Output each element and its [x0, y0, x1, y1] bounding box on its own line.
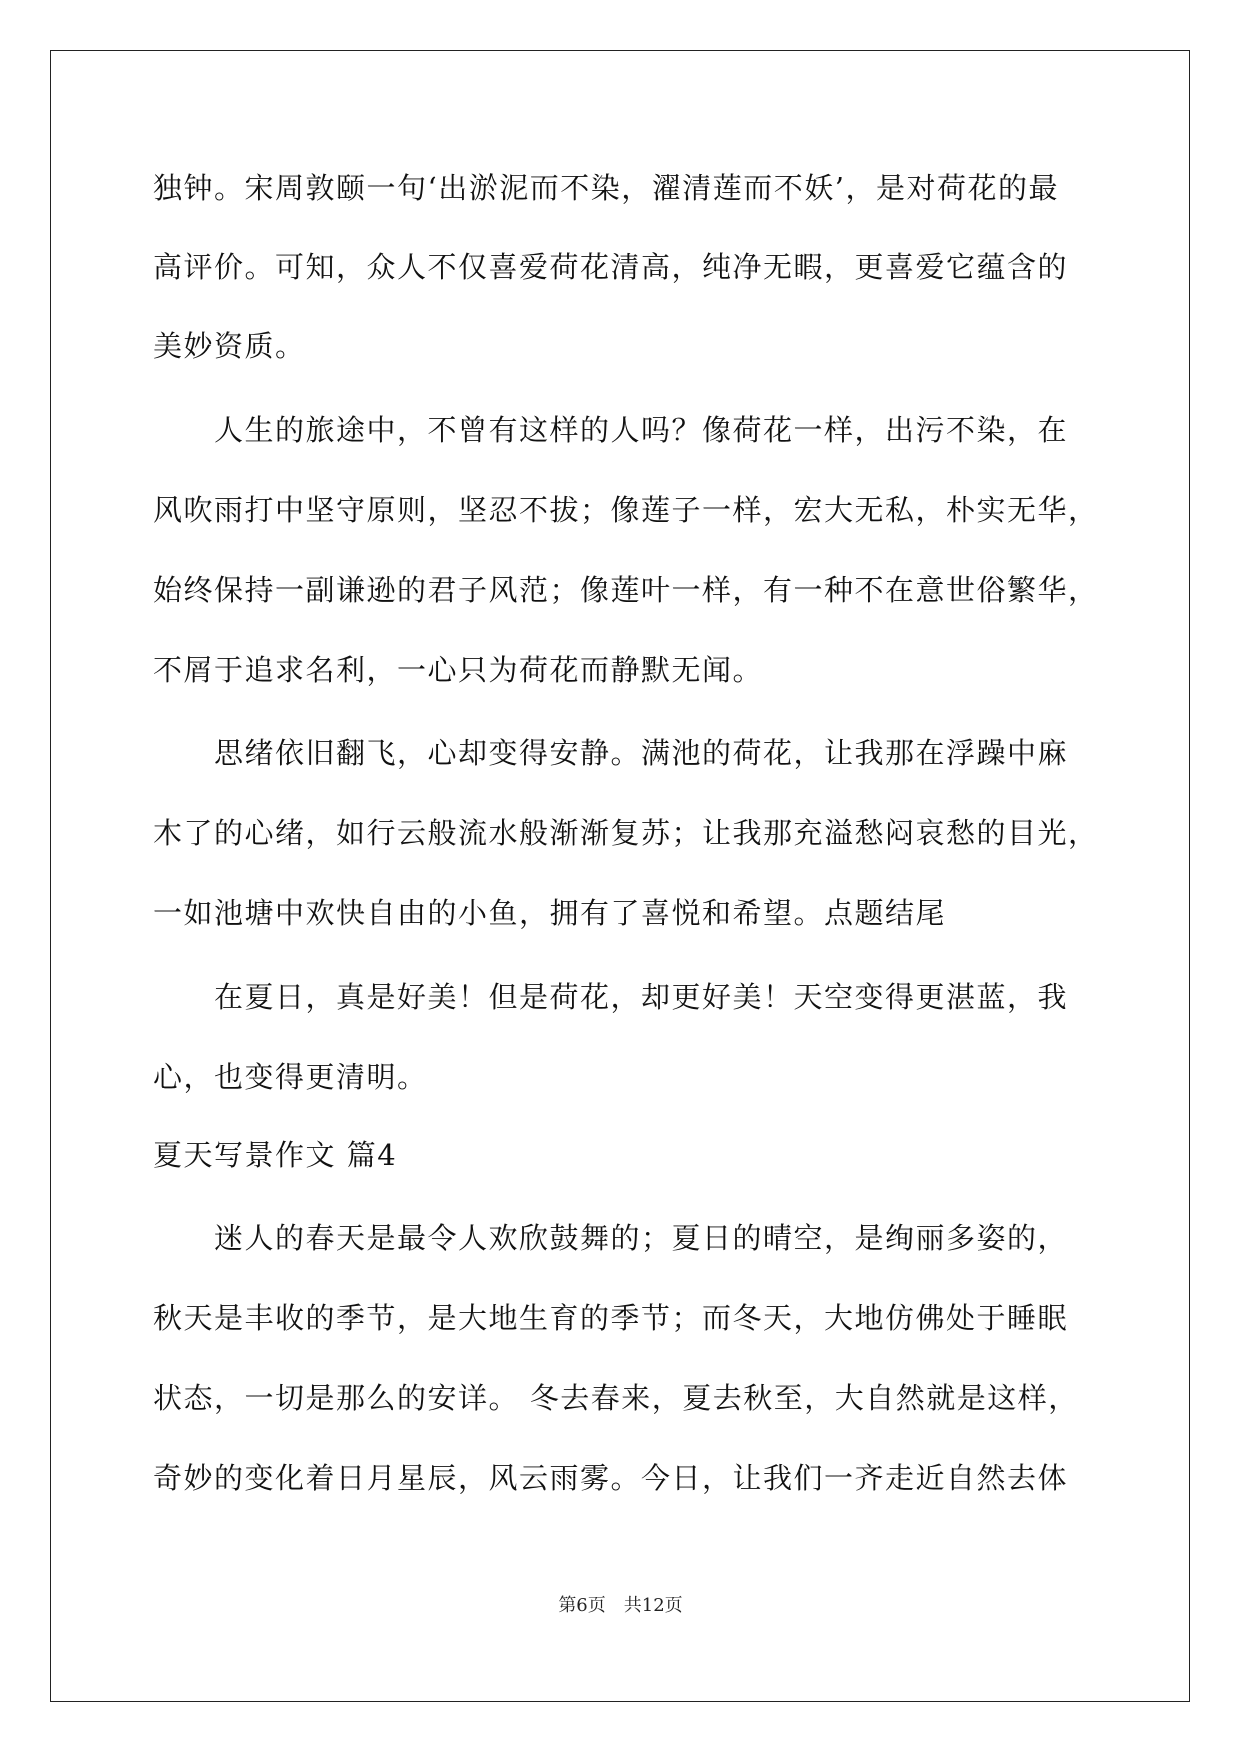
text-line: 不屑于追求名利，一心只为荷花而静默无闻。	[153, 653, 764, 687]
text-line: 状态，一切是那么的安详。 冬去春来，夏去秋至，大自然就是这样，	[153, 1381, 1079, 1415]
text-line: 木了的心绪，如行云般流水般渐渐复苏；让我那充溢愁闷哀愁的目光，	[153, 816, 1099, 850]
text-line: 始终保持一副谦逊的君子风范；像莲叶一样，有一种不在意世俗繁华，	[153, 573, 1099, 607]
section-heading: 夏天写景作文 篇4	[153, 1138, 398, 1172]
text-line: 奇妙的变化着日月星辰，风云雨雾。今日，让我们一齐走近自然去体	[153, 1461, 1069, 1495]
text-line: 高评价。可知，众人不仅喜爱荷花清高，纯净无暇，更喜爱它蕴含的	[153, 250, 1069, 284]
text-line: 美妙资质。	[153, 329, 306, 363]
text-line: 秋天是丰收的季节，是大地生育的季节；而冬天，大地仿佛处于睡眠	[153, 1301, 1069, 1335]
text-line: 心，也变得更清明。	[153, 1060, 428, 1094]
text-line: 独钟。宋周敦颐一句‘出淤泥而不染，濯清莲而不妖’，是对荷花的最	[153, 171, 1059, 205]
page-number-footer: 第6页 共12页	[558, 1595, 683, 1616]
text-line: 迷人的春天是最令人欢欣鼓舞的；夏日的晴空，是绚丽多姿的，	[153, 1221, 1069, 1255]
text-line: 风吹雨打中坚守原则，坚忍不拔；像莲子一样，宏大无私，朴实无华，	[153, 493, 1099, 527]
text-line: 思绪依旧翻飞，心却变得安静。满池的荷花，让我那在浮躁中麻	[153, 736, 1069, 770]
text-line: 一如池塘中欢快自由的小鱼，拥有了喜悦和希望。点题结尾	[153, 896, 947, 930]
text-line: 人生的旅途中，不曾有这样的人吗？像荷花一样，出污不染，在	[153, 413, 1069, 447]
text-line: 在夏日，真是好美！但是荷花，却更好美！天空变得更湛蓝，我	[153, 980, 1069, 1014]
page-border	[50, 50, 1190, 1702]
